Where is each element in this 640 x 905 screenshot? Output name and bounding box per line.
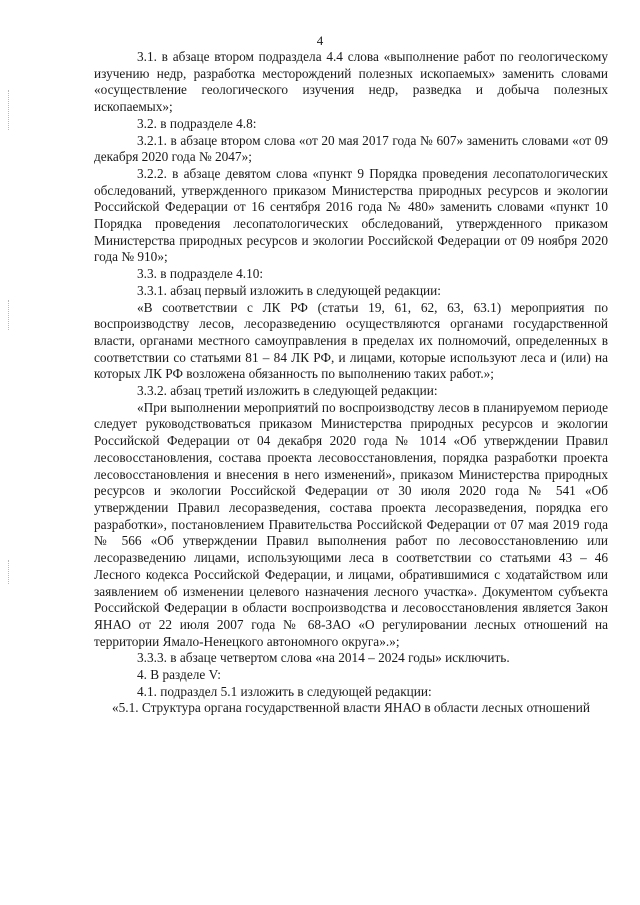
paragraph-4: 4. В разделе V: (137, 667, 221, 683)
paragraph-3-3-1: 3.3.1. абзац первый изложить в следующей редакции: (137, 282, 441, 298)
paragraph-3-2: 3.2. в подразделе 4.8: (137, 115, 257, 131)
paragraph-4-1: 4.1. подраздел 5.1 изложить в следующей редакции: (137, 683, 432, 699)
page-number: 4 (316, 33, 324, 48)
paragraph-3-2-2: 3.2.2. в абзаце девятом слова «пункт 9 Порядка проведения лесопатологических обследований, утвержденного приказом Министерства природных ресурсов и экологии Российской Федерации от 16 сентября 2016 года № 480» заменить словами «пункт 10 Порядка проведения лесопатологических обследований, утвержденного приказом Министерства природных ресурсов и экологии Российской Федерации от 09 ноября 2020 года № 910»; (94, 165, 608, 265)
margin-scan-artifact (8, 90, 11, 130)
paragraph-3-3-2: 3.3.2. абзац третий изложить в следующей редакции: (137, 383, 438, 399)
section-heading-5-1: «5.1. Структура органа государственной власти ЯНАО в области лесных отношений (111, 700, 591, 716)
paragraph-3-1: 3.1. в абзаце втором подраздела 4.4 слова «выполнение работ по геологическому изучению недр, разработка месторождений полезных ископаемых» заменить словами «осуществление геологического изучения недр, разведка и добыча полезных ископаемых»; (94, 49, 608, 115)
margin-scan-artifact (8, 300, 11, 330)
document-body (94, 49, 608, 717)
paragraph-3-3: 3.3. в подразделе 4.10: (137, 266, 264, 282)
quoted-paragraph-planning-period: «При выполнении мероприятий по воспроизводству лесов в планируемом периоде следует руководствоваться приказом Министерства природных ресурсов и экологии Российской Федерации от 04 декабря 2020 года № 1014 «Об утверждении Правил лесовосстановления, состава проекта лесовосстановления, порядка разработки проекта лесовосстановления и внесения в него изменений», приказом Министерства природных ресурсов и экологии Российской Федерации от 30 июля 2020 года № 541 «Об утверждении Правил лесоразведения, состава проекта лесоразведения, порядка его разработки», постановлением Правительства Российской Федерации от 07 мая 2019 года № 566 «Об утверждении Правил выполнения работ по лесовосстановлению или лесоразведению лицами, использующими леса в соответствии со статьями 43 – 46 Лесного кодекса Российской Федерации, и лицами, обратившимися с ходатайством или заявлением об изменении целевого назначения лесного участка». Документом субъекта Российской Федерации в области воспроизводства и лесовосстановления является Закон ЯНАО от 22 июля 2007 года № 68-ЗАО «О регулировании лесных отношений на территории Ямало-Ненецкого автономного округа».»; (94, 399, 608, 649)
paragraph-3-3-3: 3.3.3. в абзаце четвертом слова «на 2014 – 2024 годы» исключить. (137, 650, 510, 666)
paragraph-3-2-1: 3.2.1. в абзаце втором слова «от 20 мая 2017 года № 607» заменить словами «от 09 декабря 2020 года № 2047»; (94, 132, 608, 165)
margin-scan-artifact (8, 560, 11, 584)
quoted-paragraph-forest-reproduction: «В соответствии с ЛК РФ (статьи 19, 61, 62, 63, 63.1) мероприятия по воспроизводству лесов, лесоразведению осуществляются органами государственной власти, органами местного самоуправления в пределах их полномочий, определенных в соответствии со статьями 81 – 84 ЛК РФ, и лицами, которые используют леса и (или) на которых ЛК РФ возложена обязанность по выполнению таких работ.»; (94, 299, 608, 382)
